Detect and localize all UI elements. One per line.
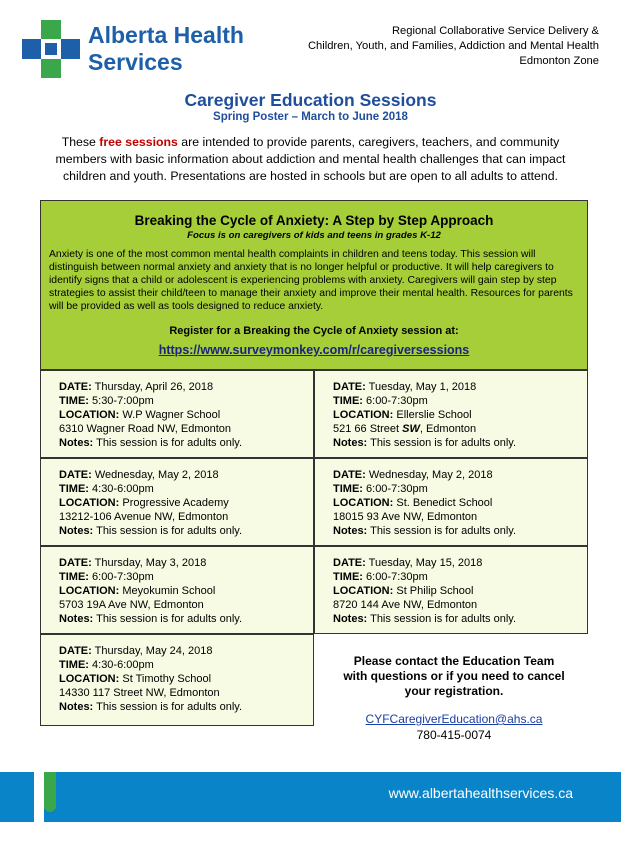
- ahs-logo: [22, 20, 244, 80]
- session-date: Wednesday, May 2, 2018: [368, 469, 493, 481]
- session-card: [40, 546, 314, 634]
- date-label: DATE:: [59, 645, 92, 657]
- session-address: 18015 93 Ave NW, Edmonton: [333, 511, 478, 523]
- session-card: [40, 370, 314, 458]
- time-label: TIME:: [59, 483, 89, 495]
- time-label: TIME:: [333, 395, 363, 407]
- region-line3: Edmonton Zone: [519, 55, 599, 67]
- session-notes: This session is for adults only.: [96, 613, 243, 625]
- contact-info: [320, 654, 588, 699]
- address-part-a: 521 66 Street: [333, 423, 403, 435]
- session-card: [314, 458, 588, 546]
- location-label: LOCATION:: [59, 409, 120, 421]
- contact-line2: with questions or if you need to cancel: [343, 669, 565, 683]
- session-time: 6:00-7:30pm: [366, 395, 428, 407]
- session-address: 13212-106 Avenue NW, Edmonton: [59, 511, 229, 523]
- footer-logo-mark-icon: [34, 772, 66, 822]
- session-date: Thursday, May 3, 2018: [94, 557, 207, 569]
- address-part-b: SW: [402, 423, 420, 435]
- feature-title: Breaking the Cycle of Anxiety: A Step by Step Approach: [134, 213, 494, 228]
- session-time: 4:30-6:00pm: [92, 659, 154, 671]
- session-address: [333, 422, 587, 436]
- session-location: St. Benedict School: [396, 497, 493, 509]
- session-card: [314, 546, 588, 634]
- register-prompt: Register for a Breaking the Cycle of Anxiety session at:: [169, 325, 459, 337]
- session-date: Thursday, May 24, 2018: [94, 645, 213, 657]
- contact-email-link[interactable]: CYFCaregiverEducation@ahs.ca: [365, 712, 543, 726]
- notes-label: Notes:: [333, 437, 368, 449]
- time-label: TIME:: [59, 395, 89, 407]
- intro-after: are intended to provide parents, caregivers, teachers, and community members with basic information about addiction and mental health challenges that can impact children and youth. Presentations are hosted in schools but are open to all adults to attend.: [55, 135, 566, 183]
- session-address: 14330 117 Street NW, Edmonton: [59, 687, 220, 699]
- session-time: 5:30-7:00pm: [92, 395, 154, 407]
- notes-label: Notes:: [59, 613, 94, 625]
- location-label: LOCATION:: [59, 673, 120, 685]
- session-time: 6:00-7:30pm: [366, 571, 428, 583]
- session-time: 4:30-6:00pm: [92, 483, 154, 495]
- session-date: Tuesday, May 1, 2018: [368, 381, 477, 393]
- session-address: 8720 144 Ave NW, Edmonton: [333, 599, 478, 611]
- footer-website-link[interactable]: www.albertahealthservices.ca: [388, 785, 573, 801]
- location-label: LOCATION:: [333, 585, 394, 597]
- session-date: Wednesday, May 2, 2018: [94, 469, 219, 481]
- date-label: DATE:: [59, 557, 92, 569]
- location-label: LOCATION:: [333, 409, 394, 421]
- page-title: Caregiver Education Sessions: [184, 90, 437, 110]
- session-date: Thursday, April 26, 2018: [94, 381, 214, 393]
- session-time: 6:00-7:30pm: [92, 571, 154, 583]
- intro-paragraph: [50, 134, 571, 185]
- notes-label: Notes:: [59, 437, 94, 449]
- contact-line3: your registration.: [404, 684, 504, 698]
- date-label: DATE:: [333, 557, 366, 569]
- session-notes: This session is for adults only.: [370, 437, 517, 449]
- notes-label: Notes:: [59, 701, 94, 713]
- location-label: LOCATION:: [59, 585, 120, 597]
- date-label: DATE:: [59, 381, 92, 393]
- session-date: Tuesday, May 15, 2018: [368, 557, 483, 569]
- feature-focus: Focus is on caregivers of kids and teens in grades K-12: [187, 230, 441, 241]
- session-location: W.P Wagner School: [122, 409, 221, 421]
- register-link[interactable]: https://www.surveymonkey.com/r/caregiversessions: [158, 343, 470, 357]
- session-notes: This session is for adults only.: [96, 525, 243, 537]
- ahs-cross-icon: [22, 20, 80, 78]
- time-label: TIME:: [333, 571, 363, 583]
- session-address: 6310 Wagner Road NW, Edmonton: [59, 423, 232, 435]
- feature-description: Anxiety is one of the most common mental health complaints in children and teens today. This session will distinguish between normal anxiety and anxiety that is no longer helpful or productive. It will help caregivers to identify signs that a child or adolescent is experiencing problems with anxiety. Caregivers will gain step by step strategies to assist their child/teen to manage their anxiety and improve their mental health. Resources for parents will be provided as well as tools designed to reduce anxiety.: [49, 249, 573, 313]
- session-location: Meyokumin School: [122, 585, 216, 597]
- session-notes: This session is for adults only.: [96, 437, 243, 449]
- notes-label: Notes:: [333, 525, 368, 537]
- session-location: Progressive Academy: [122, 497, 229, 509]
- session-feature-box: [40, 200, 588, 370]
- session-card: [314, 370, 588, 458]
- address-part-c: , Edmonton: [419, 423, 477, 435]
- session-card: [40, 458, 314, 546]
- date-label: DATE:: [59, 469, 92, 481]
- location-label: LOCATION:: [59, 497, 120, 509]
- session-location: Ellerslie School: [396, 409, 472, 421]
- region-line1: Regional Collaborative Service Delivery &: [391, 25, 599, 37]
- session-time: 6:00-7:30pm: [366, 483, 428, 495]
- date-label: DATE:: [333, 469, 366, 481]
- notes-label: Notes:: [333, 613, 368, 625]
- session-location: St Timothy School: [122, 673, 212, 685]
- notes-label: Notes:: [59, 525, 94, 537]
- contact-phone: 780-415-0074: [416, 728, 492, 742]
- region-line2: Children, Youth, and Families, Addiction and Mental Health: [307, 40, 599, 52]
- intro-highlight: free sessions: [99, 135, 178, 149]
- logo-line2: Services: [88, 49, 183, 75]
- session-notes: This session is for adults only.: [96, 701, 243, 713]
- region-info: [279, 24, 599, 69]
- time-label: TIME:: [59, 571, 89, 583]
- time-label: TIME:: [59, 659, 89, 671]
- session-location: St Philip School: [396, 585, 474, 597]
- session-notes: This session is for adults only.: [370, 613, 517, 625]
- session-notes: This session is for adults only.: [370, 525, 517, 537]
- session-card: [40, 634, 314, 726]
- session-address: 5703 19A Ave NW, Edmonton: [59, 599, 204, 611]
- intro-before: These: [61, 135, 100, 149]
- logo-line1: Alberta Health: [88, 22, 244, 48]
- location-label: LOCATION:: [333, 497, 394, 509]
- logo-wordmark: [88, 22, 244, 76]
- time-label: TIME:: [333, 483, 363, 495]
- page-subtitle: Spring Poster – March to June 2018: [213, 111, 408, 123]
- date-label: DATE:: [333, 381, 366, 393]
- contact-line1: Please contact the Education Team: [353, 654, 555, 668]
